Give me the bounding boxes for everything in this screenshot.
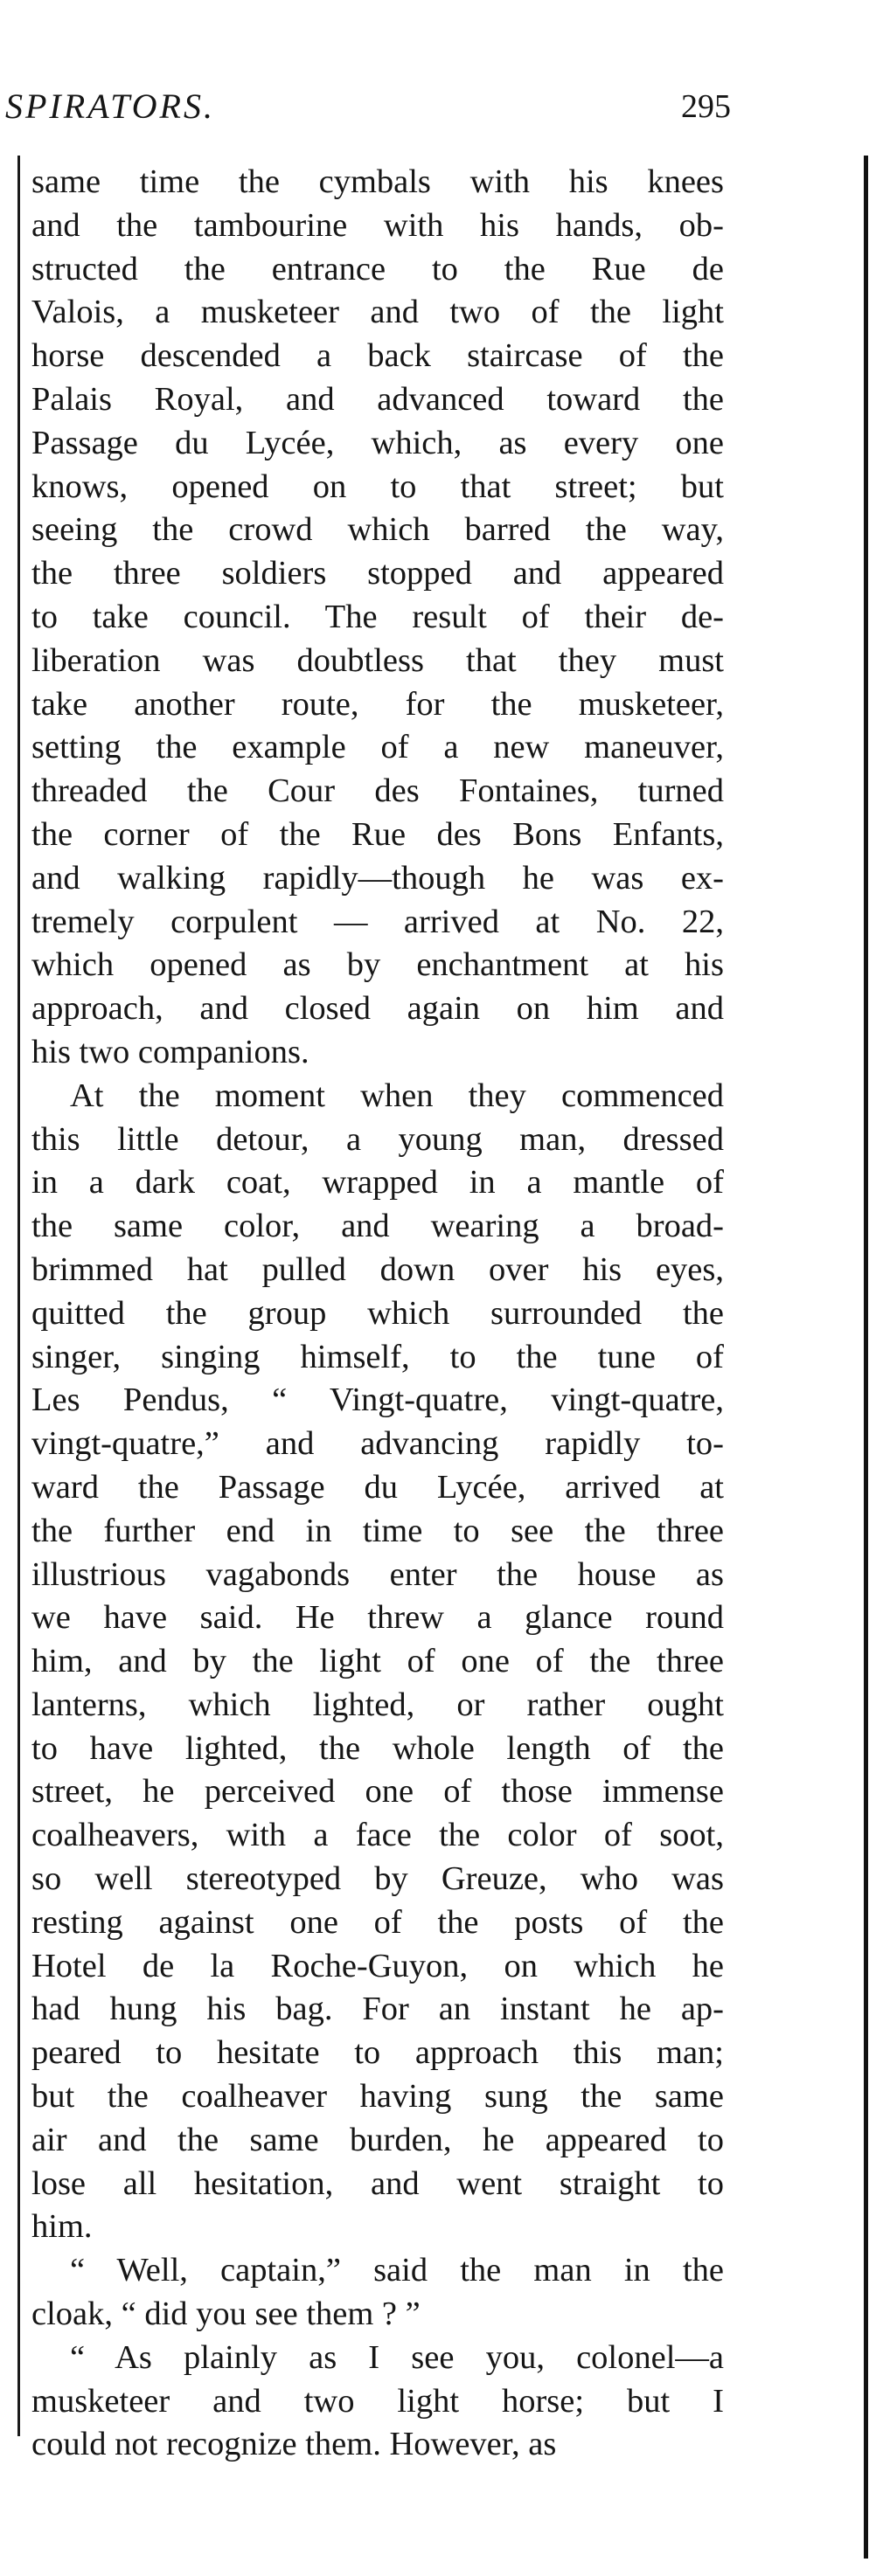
text-line: “ As plainly as I see you, colonel—a xyxy=(70,2338,724,2376)
text-line: so well stereotyped by Greuze, who was xyxy=(31,1860,724,1898)
text-line: Palais Royal, and advanced toward the xyxy=(31,380,724,418)
text-line: his two companions. xyxy=(31,1033,309,1070)
paragraph xyxy=(31,161,724,1075)
text-line: the same color, and wearing a broad- xyxy=(31,1208,724,1245)
text-line: illustrious vagabonds enter the house as xyxy=(31,1555,724,1593)
page-number: 295 xyxy=(681,88,731,125)
text-line: to have lighted, the whole length of the xyxy=(31,1729,724,1767)
left-margin-rule xyxy=(17,156,20,2436)
text-line: approach, and closed again on him and xyxy=(31,990,724,1028)
text-line: this little detour, a young man, dressed xyxy=(31,1120,724,1158)
text-line: to take council. The result of their de- xyxy=(31,598,724,635)
text-line: him, and by the light of one of the three xyxy=(31,1643,724,1680)
text-line: cloak, “ did you see them ? ” xyxy=(31,2296,421,2333)
text-line: seeing the crowd which barred the way, xyxy=(31,511,724,549)
text-line: in a dark coat, wrapped in a mantle of xyxy=(31,1164,724,1201)
text-line: Valois, a musketeer and two of the light xyxy=(31,294,724,331)
body-text-column xyxy=(31,161,724,2467)
text-line: air and the same burden, he appeared to xyxy=(31,2121,724,2158)
text-line: Passage du Lycée, which, as every one xyxy=(31,424,724,461)
text-line: ward the Passage du Lycée, arrived at xyxy=(31,1468,724,1506)
paragraph xyxy=(31,2249,724,2337)
text-line: musketeer and two light horse; but I xyxy=(31,2382,724,2420)
text-line: peared to hesitate to approach this man; xyxy=(31,2034,724,2072)
text-line: quitted the group which surrounded the xyxy=(31,1294,724,1332)
text-line: lanterns, which lighted, or rather ought xyxy=(31,1686,724,1723)
text-line: horse descended a back staircase of the xyxy=(31,337,724,375)
text-line: structed the entrance to the Rue de xyxy=(31,250,724,287)
text-line: take another route, for the musketeer, xyxy=(31,685,724,723)
text-line: singer, singing himself, to the tune of xyxy=(31,1338,724,1375)
paragraph xyxy=(31,1075,724,2250)
text-line: threaded the Cour des Fontaines, turned xyxy=(31,772,724,810)
text-line: At the moment when they commenced xyxy=(70,1077,724,1114)
text-line: Hotel de la Roche-Guyon, on which he xyxy=(31,1947,724,1984)
text-line: resting against one of the posts of the xyxy=(31,1903,724,1941)
text-line: lose all hesitation, and went straight to xyxy=(31,2164,724,2202)
running-head xyxy=(0,80,883,133)
text-line: coalheavers, with a face the color of soot, xyxy=(31,1817,724,1854)
text-line: we have said. He threw a glance round xyxy=(31,1599,724,1637)
text-line: Les Pendus, “ Vingt-quatre, vingt-quatre, xyxy=(31,1381,724,1419)
right-margin-rule xyxy=(864,156,868,2559)
text-line: the further end in time to see the three xyxy=(31,1512,724,1549)
text-line: brimmed hat pulled down over his eyes, xyxy=(31,1250,724,1288)
text-line: had hung his bag. For an instant he ap- xyxy=(31,1991,724,2028)
text-line: “ Well, captain,” said the man in the xyxy=(70,2252,724,2289)
text-line: vingt-quatre,” and advancing rapidly to- xyxy=(31,1425,724,1463)
text-line: street, he perceived one of those immense xyxy=(31,1773,724,1811)
running-title: SPIRATORS. xyxy=(5,87,215,126)
text-line: could not recognize them. However, as xyxy=(31,2426,557,2463)
text-line: the three soldiers stopped and appeared xyxy=(31,555,724,592)
text-line: the corner of the Rue des Bons Enfants, xyxy=(31,815,724,853)
text-line: knows, opened on to that street; but xyxy=(31,467,724,505)
text-line: him. xyxy=(31,2208,93,2246)
text-line: same time the cymbals with his knees xyxy=(31,163,724,200)
text-line: but the coalheaver having sung the same xyxy=(31,2078,724,2116)
text-line: setting the example of a new maneuver, xyxy=(31,729,724,766)
text-line: and the tambourine with his hands, ob- xyxy=(31,206,724,244)
text-line: and walking rapidly—though he was ex- xyxy=(31,859,724,897)
text-line: tremely corpulent — arrived at No. 22, xyxy=(31,903,724,940)
text-line: liberation was doubtless that they must xyxy=(31,641,724,679)
text-line: which opened as by enchantment at his xyxy=(31,946,724,984)
paragraph xyxy=(31,2337,724,2467)
